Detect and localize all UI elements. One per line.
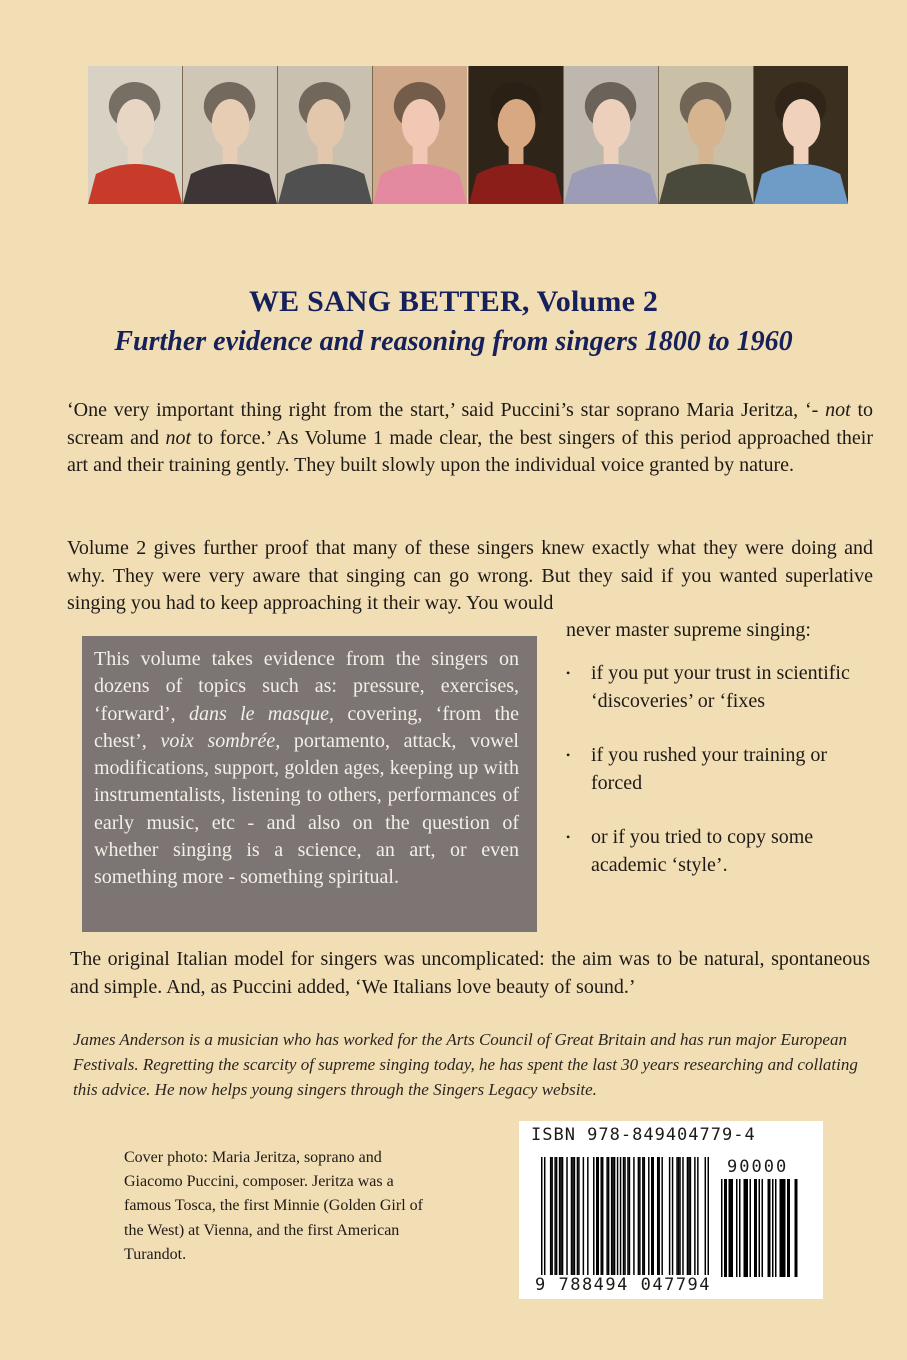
portrait-1 [88,66,183,204]
author-bio: James Anderson is a musician who has worked for the Arts Council of Great Britain and has run major European Festivals. Regretting the scarcity of supreme singing today, he has spent the last 30 years researching and collating this advice. He now helps young singers through the Singers Legacy website. [73,1030,858,1099]
barcode-digits: 9 788494 047794 [535,1275,712,1295]
price-addon-label: 90000 [727,1157,789,1177]
italian-model-paragraph: The original Italian model for singers was uncomplicated: the aim was to be natural, spontaneous and simple. And, as Puccini added, ‘We Italians love beauty of sound.’ [70,948,870,998]
portrait-6 [564,66,659,204]
book-subtitle: Further evidence and reasoning from singers 1800 to 1960 [114,326,793,357]
list-item: • if you put your trust in scientific ‘discoveries’ or ‘fixes [566,660,866,715]
list-item: • if you rushed your training or forced [566,742,866,797]
barcode-bars [541,1157,709,1277]
portrait-3 [278,66,373,204]
topics-box: This volume takes evidence from the singers on dozens of topics such as: pressure, exercises, ‘forward’, dans le masque, covering, ‘from the chest’, voix sombrée, portamento, attack, vowel modifications, support, golden ages, keeping up with instrumentalists, listening to others, performances of early music, etc - and also on the question of whether singing is a science, an art, or even something more - something spiritual. [82,636,537,932]
proof-paragraph: Volume 2 gives further proof that many of these singers knew exactly what they were doing and why. They were very aware that singing can go wrong. But they said if you wanted superlative singing you had to keep approaching it their way. You would [67,537,873,614]
cover-photo-caption: Cover photo: Maria Jeritza, soprano and Giacomo Puccini, composer. Jeritza was a famous Tosca, the first Minnie (Golden Girl of the West) at Vienna, and the first American Turandot. [124,1149,423,1263]
addon-barcode-bars [721,1179,799,1277]
isbn-label: ISBN 978-849404779-4 [531,1125,756,1145]
portrait-strip [88,66,848,204]
portrait-2 [183,66,278,204]
portrait-4 [373,66,468,204]
isbn-barcode [519,1121,823,1299]
portrait-5 [469,66,564,204]
proof-paragraph-tail: never master supreme singing: [566,619,811,641]
intro-paragraph: ‘One very important thing right from the start,’ said Puccini’s star soprano Maria Jeritza, ‘- not to scream and not to force.’ As Volume 1 made clear, the best singers of this period approached their art and their training gently. They built slowly upon the individual voice granted by nature. [67,399,873,476]
list-item: • or if you tried to copy some academic ‘style’. [566,824,866,879]
portrait-8 [754,66,848,204]
warning-list [566,660,866,906]
portrait-7 [659,66,754,204]
book-title: WE SANG BETTER, Volume 2 [248,285,659,318]
